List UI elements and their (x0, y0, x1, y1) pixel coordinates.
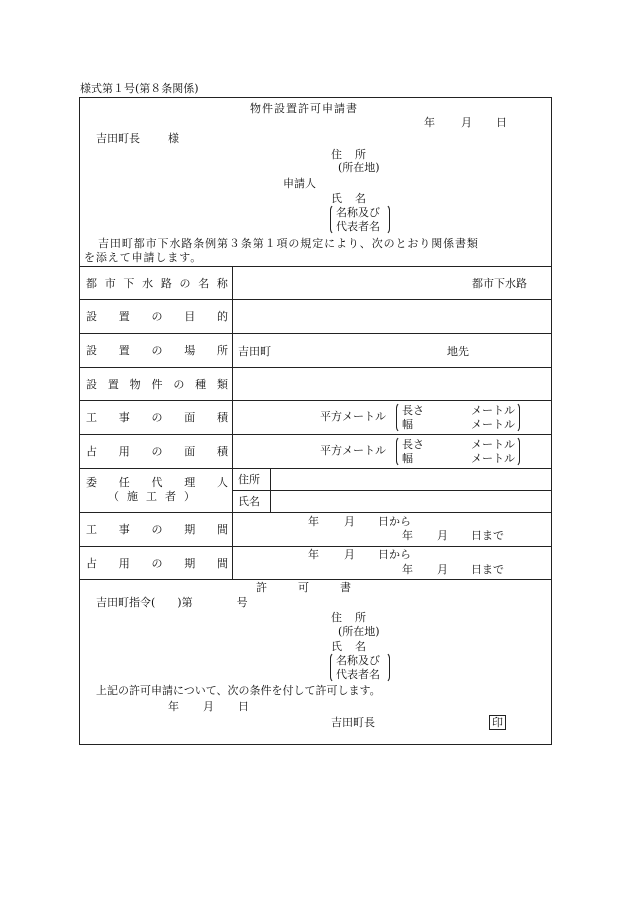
row-label-work-period: 工 事 の 期 間 (86, 523, 228, 536)
applicant-address-sub: (所在地) (338, 161, 380, 174)
occupancy-period-to-day: 日まで (471, 563, 504, 576)
permit-address-label: 住 所 (331, 611, 367, 624)
applicant-name-sub-2: 代表者名 (336, 220, 380, 233)
occupancy-period-to-month: 月 (437, 563, 448, 576)
permit-name-sub-1: 名称及び (336, 654, 380, 667)
seal-mark: 印 (489, 715, 506, 730)
applicant-name-label: 氏 名 (331, 192, 367, 205)
form-number: 様式第１号(第８条関係) (80, 82, 199, 95)
location-prefix: 吉田町 (238, 345, 271, 358)
permit-date-year: 年 (168, 700, 179, 713)
addressee: 吉田町長 (96, 132, 140, 145)
work-area-length-label: 長さ (402, 404, 424, 417)
row-label-occupancy-area: 占 用 の 面 積 (86, 445, 228, 458)
permit-address-sub: (所在地) (338, 625, 380, 638)
permit-date-day: 日 (238, 700, 249, 713)
permit-name-label: 氏 名 (331, 640, 367, 653)
row-label-purpose: 設 置 の 目 的 (86, 310, 228, 323)
work-period-to-month: 月 (437, 529, 448, 542)
occupancy-area-unit: 平方メートル (320, 444, 386, 457)
sewer-name-value: 都市下水路 (472, 277, 527, 290)
work-area-width-unit: メートル (471, 418, 515, 431)
occupancy-area-length-unit: メートル (471, 438, 515, 451)
row-label-object-type: 設 置 物 件 の 種 類 (86, 377, 228, 391)
occupancy-area-width-label: 幅 (402, 452, 413, 465)
permit-application-form (79, 97, 552, 745)
application-date-day: 日 (496, 116, 507, 129)
location-suffix: 地先 (447, 345, 469, 358)
occupancy-period-from-day: 日から (378, 548, 411, 561)
application-date-year: 年 (424, 116, 435, 129)
agent-sub-label: （施工者） (108, 490, 203, 503)
occupancy-period-to-year: 年 (402, 563, 413, 576)
row-label-agent: 委 任 代 理 人 (86, 476, 228, 489)
work-period-from-day: 日から (378, 515, 411, 528)
permit-title: 許 可 書 (256, 581, 361, 594)
row-label-work-area: 工 事 の 面 積 (86, 411, 228, 424)
application-date-month: 月 (461, 116, 472, 129)
permit-name-sub-2: 代表者名 (336, 668, 380, 681)
application-body-line2: を添えて申請します。 (84, 251, 203, 264)
work-area-width-label: 幅 (402, 418, 413, 431)
row-label-location: 設 置 の 場 所 (86, 344, 228, 357)
work-period-from-month: 月 (344, 515, 355, 528)
permit-issuer: 吉田町長 (331, 716, 375, 729)
application-title: 物件設置許可申請書 (250, 102, 358, 115)
permit-date-month: 月 (203, 700, 214, 713)
permit-body: 上記の許可申請について、次の条件を付して許可します。 (96, 684, 381, 697)
applicant-address-label: 住 所 (331, 148, 367, 161)
occupancy-period-from-year: 年 (308, 548, 319, 561)
addressee-suffix: 様 (168, 132, 179, 145)
work-period-to-year: 年 (402, 529, 413, 542)
applicant-label: 申請人 (283, 177, 316, 190)
row-label-sewer-name: 都 市 下 水 路 の 名 称 (86, 276, 228, 290)
applicant-name-sub-1: 名称及び (336, 206, 380, 219)
agent-address-label: 住所 (238, 473, 260, 486)
work-area-unit: 平方メートル (320, 410, 386, 423)
agent-name-label: 氏名 (238, 495, 260, 508)
occupancy-area-length-label: 長さ (402, 438, 424, 451)
work-period-from-year: 年 (308, 515, 319, 528)
work-area-length-unit: メートル (471, 404, 515, 417)
occupancy-period-from-month: 月 (344, 548, 355, 561)
work-period-to-day: 日まで (471, 529, 504, 542)
permit-order: 吉田町指令( )第 号 (96, 596, 248, 609)
row-label-occupancy-period: 占 用 の 期 間 (86, 556, 228, 570)
occupancy-area-width-unit: メートル (471, 452, 515, 465)
application-body-line1: 吉田町都市下水路条例第３条第１項の規定により、次のとおり関係書類 (98, 237, 479, 250)
